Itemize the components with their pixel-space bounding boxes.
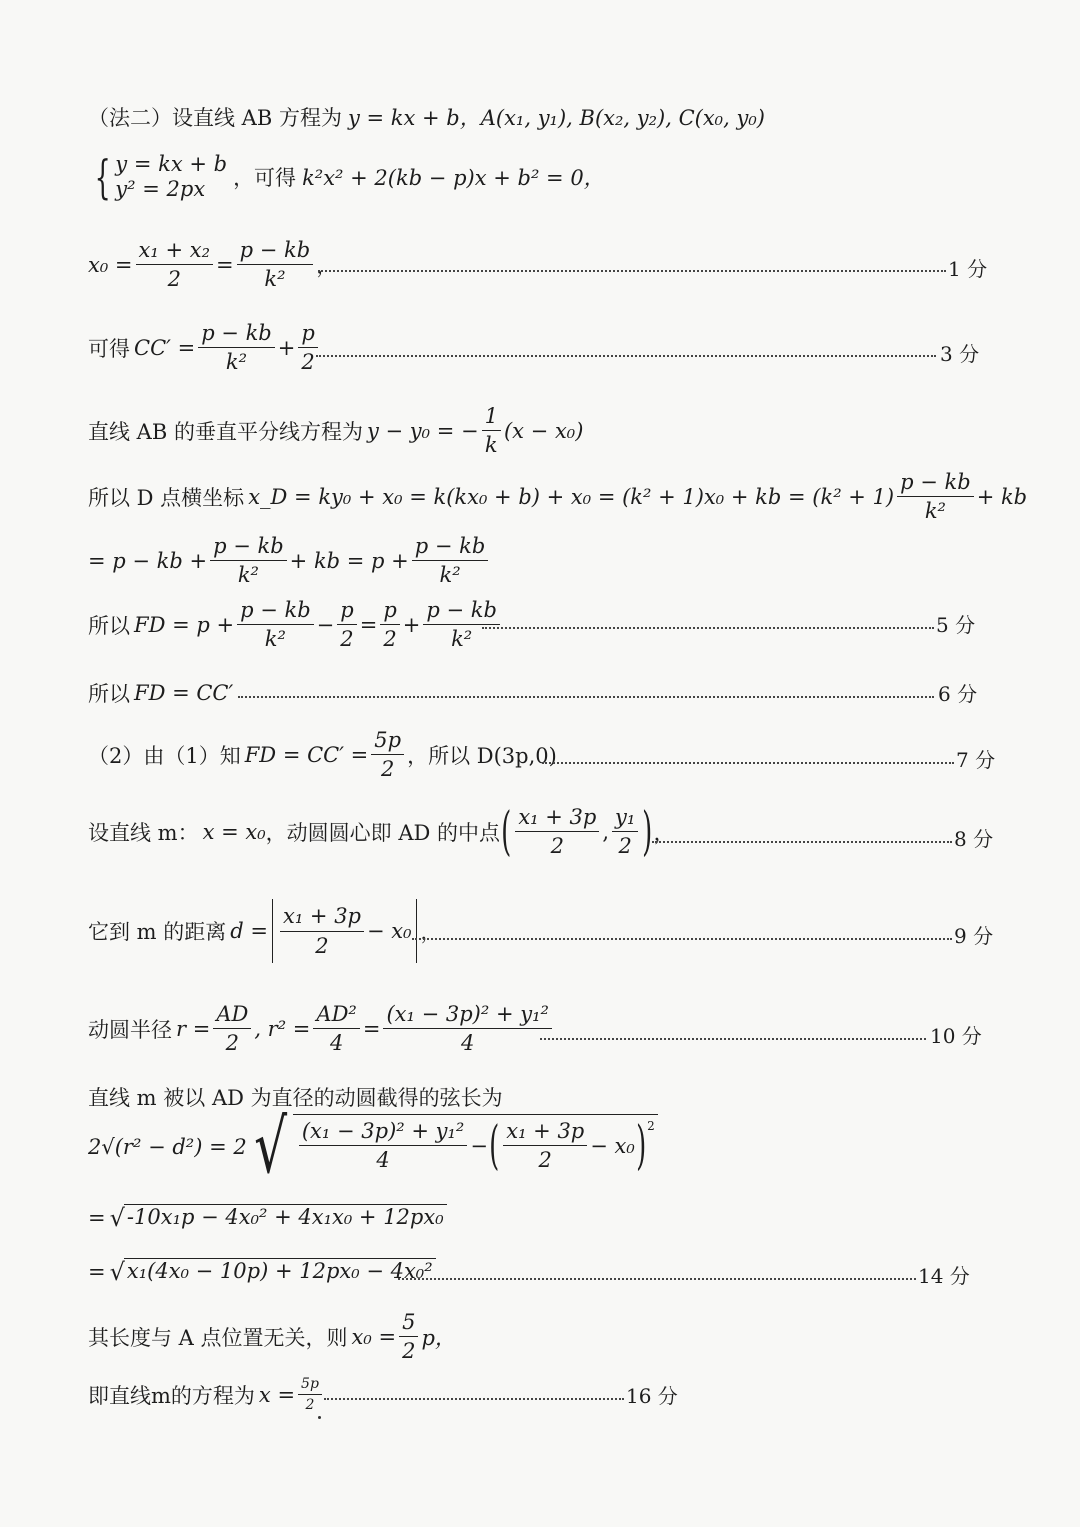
frac-num: p − kb: [210, 534, 287, 561]
fraction: [897, 470, 974, 523]
leader-dots: [238, 696, 934, 698]
method-two-intro: [88, 102, 765, 132]
fraction: [298, 1376, 322, 1413]
x0-lhs: x₀ =: [88, 252, 133, 277]
frac-den: k²: [924, 499, 946, 524]
fraction: [380, 598, 399, 651]
frac-den: 2: [225, 1031, 239, 1056]
frac-num: 5: [399, 1310, 418, 1337]
fraction: [412, 534, 489, 587]
bisector-tail: (x − x₀): [503, 418, 584, 443]
frac-den: 2: [402, 1339, 416, 1364]
frac-den: k²: [451, 627, 473, 652]
frac-den: 2: [538, 1148, 552, 1173]
frac-num: p − kb: [423, 598, 500, 625]
leader-dots: [398, 1278, 916, 1280]
fraction: [399, 1310, 418, 1363]
fraction: [210, 534, 287, 587]
intro-equation: y = kx + b，A(x₁, y₁), B(x₂, y₂), C(x₀, y₀): [347, 106, 765, 130]
label: 即直线m的方程为: [88, 1383, 255, 1408]
leader-dots: [316, 355, 936, 357]
simplify-lhs: = p − kb +: [88, 548, 208, 573]
score-6: 6 分: [938, 682, 978, 706]
fraction: [337, 598, 356, 651]
comma: ，: [420, 920, 442, 944]
leader-dots: [482, 627, 934, 629]
leader-dots: [652, 841, 952, 843]
frac-num: (x₁ − 3p)² + y₁²: [299, 1119, 467, 1146]
equals: =: [88, 1206, 106, 1230]
label: 它到 m 的距离: [88, 920, 227, 944]
brace-icon: {: [94, 150, 111, 205]
score-10: 10 分: [930, 1024, 982, 1048]
system-connector: ，可得: [233, 166, 297, 191]
abs-bar: [272, 899, 273, 963]
fraction: [213, 1002, 251, 1055]
score-8: 8 分: [954, 827, 994, 851]
frac-num: AD²: [313, 1002, 359, 1029]
frac-den: k²: [264, 627, 286, 652]
fraction: [237, 598, 314, 651]
abs-bar: [416, 899, 417, 963]
fraction: [503, 1119, 587, 1172]
system-row-b: y² = 2px: [115, 177, 206, 202]
fraction: [298, 321, 317, 374]
chord-factor-line: [88, 1258, 436, 1286]
perpendicular-bisector-line: [88, 404, 583, 457]
square-root: [110, 1258, 436, 1286]
operator: =: [359, 612, 378, 637]
midpoint-x-line: [88, 238, 337, 291]
fraction: [198, 321, 275, 374]
frac-den: k²: [264, 267, 286, 292]
line-m-mid: ，动圆圆心即 AD 的中点: [265, 820, 501, 845]
label: 直线 m 被以 AD 为直径的动圆截得的弦长为: [88, 1086, 503, 1110]
leader-dots: [412, 938, 952, 940]
fraction: [515, 805, 599, 858]
fraction: [612, 805, 638, 858]
sqrt-icon: √: [109, 1258, 125, 1286]
frac-num: p − kb: [198, 321, 275, 348]
part-two-line: [88, 728, 557, 781]
d-abscissa-simplify-line: [88, 534, 491, 587]
fraction: [482, 404, 501, 457]
frac-num: x₁ + 3p: [503, 1119, 587, 1146]
comma: ,: [602, 819, 610, 844]
frac-num: p − kb: [237, 598, 314, 625]
operator: −: [316, 612, 335, 637]
final-lhs: x =: [258, 1382, 296, 1407]
frac-den: 2: [550, 834, 564, 859]
fraction: [280, 904, 364, 957]
label: 可得: [88, 336, 130, 361]
d-abscissa-tail: + kb: [976, 484, 1028, 509]
chord-intro-line: [88, 1082, 503, 1112]
final-line: [88, 1376, 325, 1413]
left-paren-icon: (: [489, 1115, 500, 1176]
equals: =: [362, 1016, 381, 1041]
label: 设直线 m：: [88, 820, 199, 845]
cc-lhs: CC′ =: [134, 335, 196, 360]
frac-num: p: [380, 598, 399, 625]
frac-num: 1: [482, 404, 501, 431]
radius-lhs: r =: [176, 1016, 211, 1041]
plus: +: [277, 335, 296, 360]
line-m-line: [88, 801, 675, 862]
frac-num: 5p: [298, 1376, 322, 1395]
frac-den: 2: [301, 350, 315, 375]
intro-text: （法二）设直线 AB 方程为: [88, 106, 342, 130]
system-line: [88, 150, 605, 205]
radius-mid: , r² =: [254, 1016, 311, 1041]
score-9: 9 分: [954, 924, 994, 948]
frac-den: 2: [167, 267, 181, 292]
frac-num: x₁ + x₂: [136, 238, 213, 265]
square-root: [110, 1204, 447, 1232]
label: 所以: [88, 682, 130, 706]
equals: =: [216, 252, 234, 277]
frac-den: 2: [305, 1397, 315, 1414]
fd-equals-cc-line: [88, 678, 233, 708]
label: 所以 D 点横坐标: [88, 485, 245, 510]
score-1: 1 分: [948, 257, 988, 281]
frac-den: 4: [461, 1031, 475, 1056]
score-3: 3 分: [940, 342, 980, 366]
frac-num: (x₁ − 3p)² + y₁²: [383, 1002, 551, 1029]
frac-num: y₁: [612, 805, 638, 832]
fraction: [383, 1002, 551, 1055]
system-row-a: y = kx + b: [115, 152, 228, 176]
radius-line: [88, 1002, 555, 1055]
bisector-lhs: y − y₀ = −: [366, 418, 479, 443]
frac-num: p: [337, 598, 356, 625]
fraction: [237, 238, 314, 291]
comma: ，: [316, 253, 338, 278]
distance-tail: − x₀: [367, 919, 412, 943]
right-paren-icon: ): [635, 1115, 647, 1176]
chord-expand-line: [88, 1204, 447, 1232]
fraction: [371, 728, 404, 781]
frac-den: 2: [340, 627, 354, 652]
fd-lhs: FD = p +: [134, 612, 235, 637]
radicand: -10x₁p − 4x₀² + 4x₁x₀ + 12px₀: [124, 1204, 447, 1229]
conclusion-tail: p，: [421, 1325, 456, 1350]
fraction: [136, 238, 213, 291]
leader-dots: [318, 270, 946, 272]
quadratic-equation: k²x² + 2(kb − p)x + b² = 0，: [302, 166, 605, 191]
chord-tail: − x₀: [590, 1133, 635, 1158]
frac-den: 4: [376, 1148, 390, 1173]
frac-den: 2: [315, 933, 329, 958]
conclusion-lhs: x₀ =: [351, 1324, 397, 1349]
part2-lhs: FD = CC′ =: [244, 742, 369, 767]
sqrt-icon: √: [253, 1104, 287, 1190]
frac-den: k²: [225, 350, 248, 375]
leader-dots: [324, 1398, 624, 1400]
sqrt-icon: √: [109, 1204, 125, 1232]
frac-num: x₁ + 3p: [280, 904, 364, 931]
left-paren-icon: (: [501, 801, 512, 862]
fraction: [299, 1119, 467, 1172]
label: （2）由（1）知: [88, 743, 241, 768]
line-m-eq: x = x₀: [202, 819, 266, 844]
frac-den: k²: [237, 563, 259, 588]
cc-prime-line: [88, 321, 321, 374]
score-5: 5 分: [936, 613, 976, 637]
fraction: [313, 1002, 359, 1055]
label: 直线 AB 的垂直平分线方程为: [88, 419, 363, 444]
frac-den: k: [484, 433, 498, 458]
comma: ，: [653, 820, 675, 845]
frac-den: 4: [329, 1031, 344, 1056]
frac-den: 2: [618, 834, 632, 859]
frac-num: p − kb: [412, 534, 489, 561]
frac-num: 5p: [371, 728, 404, 755]
frac-num: AD: [213, 1002, 251, 1029]
frac-den: 2: [383, 627, 397, 652]
label: 所以: [88, 613, 130, 638]
distance-lhs: d =: [230, 919, 268, 943]
frac-den: k²: [439, 563, 461, 588]
conclusion-line: [88, 1310, 456, 1363]
right-paren-icon: ): [642, 801, 653, 862]
d-abscissa-eq: x_D = ky₀ + x₀ = k(kx₀ + b) + x₀ = (k² + 1)x₀ + kb = (k² + 1): [248, 484, 895, 509]
frac-num: p − kb: [237, 238, 314, 265]
equals: =: [88, 1260, 106, 1284]
leader-dots: [540, 1038, 926, 1040]
chord-lhs: 2√(r² − d²) = 2: [88, 1135, 247, 1160]
frac-den: 2: [380, 757, 395, 782]
score-16: 16 分: [626, 1384, 678, 1408]
score-14: 14 分: [918, 1264, 970, 1288]
simplify-mid: + kb = p +: [289, 548, 409, 573]
frac-num: p − kb: [897, 470, 974, 497]
fraction: [423, 598, 500, 651]
radicand: x₁(4x₀ − 10p) + 12px₀ − 4x₀²: [124, 1258, 436, 1283]
minus: −: [470, 1133, 488, 1158]
d-abscissa-line: [88, 470, 1027, 523]
frac-num: x₁ + 3p: [515, 805, 599, 832]
square-root: [247, 1104, 658, 1190]
score-7: 7 分: [956, 748, 996, 772]
operator: +: [402, 612, 421, 637]
fd-line: [88, 598, 503, 651]
stray-dot: [318, 1416, 321, 1419]
equation-system: [88, 150, 228, 205]
part2-tail: ，所以 D(3p,0): [407, 743, 557, 768]
distance-line: [88, 899, 442, 963]
chord-length-line: [88, 1104, 658, 1190]
leader-dots: [542, 762, 954, 764]
frac-num: p: [298, 321, 317, 348]
radicand: [293, 1114, 658, 1176]
label: 其长度与 A 点位置无关，则: [88, 1325, 348, 1350]
label: 动圆半径: [88, 1017, 172, 1042]
fd-cc-eq: FD = CC′: [134, 681, 234, 705]
exponent: 2: [647, 1119, 655, 1133]
